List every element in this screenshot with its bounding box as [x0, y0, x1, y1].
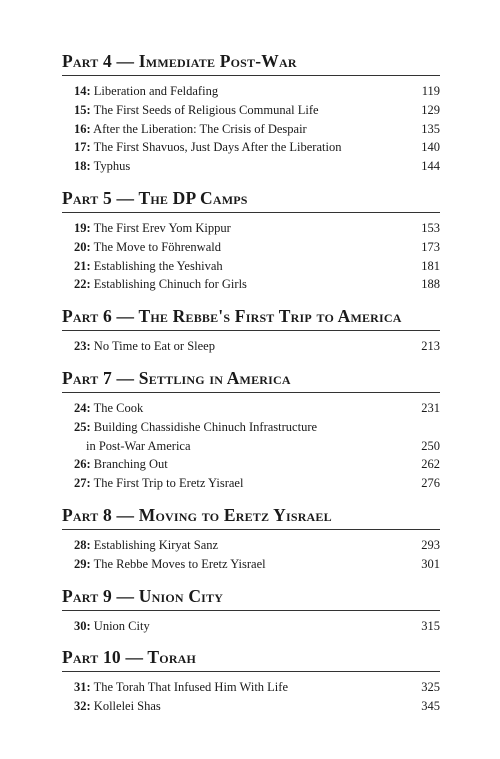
chapter-title: Establishing Kiryat Sanz [93, 537, 219, 552]
chapter-title: The Torah That Infused Him With Life [93, 680, 288, 695]
toc-entry[interactable] [62, 257, 440, 276]
chapter-title: Liberation and Feldafing [93, 84, 219, 98]
page-number: 262 [421, 457, 440, 472]
chapter-title: The Cook [93, 400, 144, 415]
page-number: 129 [421, 102, 440, 117]
chapter-title: Building Chassidishe Chinuch Infrastructure [93, 419, 318, 434]
page-number: 144 [421, 159, 440, 174]
page-number: 135 [421, 121, 440, 136]
part-heading: Part 4 — Immediate Post-War [62, 51, 297, 71]
chapter-number: 23: [74, 339, 91, 354]
chapter-number: 17: [74, 140, 91, 155]
toc-entry[interactable] [62, 337, 440, 356]
part-heading: Part 10 — Torah [62, 647, 197, 668]
chapter-number: 21: [74, 258, 91, 273]
toc-entry[interactable] [62, 418, 440, 437]
chapter-number: 14: [74, 84, 91, 98]
chapter-title: The First Shavuos, Just Days After the Liberation [93, 140, 342, 155]
chapter-title: The First Seeds of Religious Communal Life [93, 102, 319, 117]
chapter-number: 26: [74, 457, 91, 472]
chapter-number: 22: [74, 277, 91, 292]
toc-entry[interactable] [62, 399, 440, 418]
chapter-title: The First Erev Yom Kippur [93, 220, 231, 235]
chapter-title: Establishing the Yeshivah [93, 258, 223, 273]
entry-label [74, 157, 410, 176]
page-number: 293 [421, 537, 440, 552]
toc-entry[interactable] [62, 120, 440, 139]
chapter-title: Kollelei Shas [93, 699, 161, 714]
entry-label [74, 101, 410, 120]
chapter-number: 16: [74, 121, 91, 136]
entry-label [74, 678, 410, 697]
entry-label [74, 138, 410, 157]
part-section [62, 646, 440, 716]
page-number: 276 [421, 476, 440, 491]
entry-label [74, 617, 410, 636]
chapter-title: Typhus [93, 159, 131, 174]
toc-entry[interactable] [62, 555, 440, 574]
chapter-number: 24: [74, 400, 91, 415]
chapter-title: Union City [93, 618, 150, 633]
part-heading: Part 7 — Settling in America [62, 367, 291, 388]
chapter-number: 28: [74, 537, 91, 552]
toc-entry[interactable] [62, 138, 440, 157]
chapter-title: After the Liberation: The Crisis of Despair [93, 121, 307, 136]
toc-entry[interactable] [62, 536, 440, 555]
section-divider [62, 610, 440, 611]
part-heading: Part 8 — Moving to Eretz Yisrael [62, 504, 332, 525]
part-section [62, 367, 440, 493]
chapter-number: 29: [74, 556, 91, 571]
entry-label [74, 82, 410, 101]
page-number: 301 [421, 556, 440, 571]
section-divider [62, 330, 440, 331]
section-divider [62, 392, 440, 393]
part-section [62, 504, 440, 574]
entry-label [74, 474, 410, 493]
chapter-number: 30: [74, 618, 91, 633]
part-heading: Part 9 — Union City [62, 585, 224, 606]
chapter-title: The Rebbe Moves to Eretz Yisrael [93, 556, 266, 571]
page-number: 345 [421, 699, 440, 714]
chapter-title-continued: in Post-War America [86, 438, 191, 453]
page-number: 119 [421, 84, 440, 98]
section-divider [62, 75, 440, 76]
page-number: 188 [421, 277, 440, 292]
toc-entry[interactable] [62, 101, 440, 120]
entry-label [74, 399, 410, 418]
entry-label [74, 555, 410, 574]
entry-label [74, 275, 410, 294]
page-number: 213 [421, 339, 440, 354]
toc-entry[interactable] [62, 455, 440, 474]
chapter-number: 19: [74, 220, 91, 235]
entry-label [74, 536, 410, 555]
page-number: 153 [421, 220, 440, 235]
page-number: 250 [421, 438, 440, 453]
toc-entry[interactable] [62, 219, 440, 238]
entry-label [74, 337, 410, 356]
toc-entry[interactable] [62, 275, 440, 294]
part-section [62, 305, 440, 356]
entry-label [74, 697, 410, 716]
entry-label [74, 418, 410, 437]
entry-label [74, 455, 410, 474]
page-number: 231 [421, 400, 440, 415]
part-heading: Part 6 — The Rebbe's First Trip to America [62, 306, 402, 327]
table-of-contents [62, 50, 440, 727]
part-section [62, 50, 440, 176]
entry-label [74, 257, 410, 276]
chapter-number: 27: [74, 476, 91, 491]
page-number: 140 [421, 140, 440, 155]
toc-entry[interactable] [62, 82, 440, 101]
part-heading: Part 5 — The DP Camps [62, 187, 248, 208]
page-number: 181 [421, 258, 440, 273]
entry-label [74, 120, 410, 139]
chapter-number: 20: [74, 239, 91, 254]
chapter-title: The Move to Föhrenwald [93, 239, 221, 254]
toc-entry[interactable] [62, 157, 440, 176]
toc-entry[interactable] [62, 474, 440, 493]
page-number: 173 [421, 239, 440, 254]
page-number: 315 [421, 618, 440, 633]
chapter-title: Branching Out [93, 457, 168, 472]
toc-entry[interactable] [62, 617, 440, 636]
chapter-title: No Time to Eat or Sleep [93, 339, 215, 354]
section-divider [62, 671, 440, 672]
toc-entry[interactable] [62, 238, 440, 257]
entry-label [74, 219, 410, 238]
entry-label [74, 238, 410, 257]
chapter-title: Establishing Chinuch for Girls [93, 277, 247, 292]
toc-entry[interactable] [62, 678, 440, 697]
chapter-number: 25: [74, 419, 91, 434]
toc-entry[interactable] [62, 697, 440, 716]
section-divider [62, 529, 440, 530]
chapter-number: 31: [74, 680, 91, 695]
section-divider [62, 212, 440, 213]
page-number: 325 [421, 680, 440, 695]
part-section [62, 585, 440, 636]
chapter-title: The First Trip to Eretz Yisrael [93, 476, 244, 491]
chapter-number: 18: [74, 159, 91, 174]
chapter-number: 32: [74, 699, 91, 714]
chapter-number: 15: [74, 102, 91, 117]
toc-entry-continuation[interactable] [62, 437, 440, 456]
part-section [62, 187, 440, 294]
